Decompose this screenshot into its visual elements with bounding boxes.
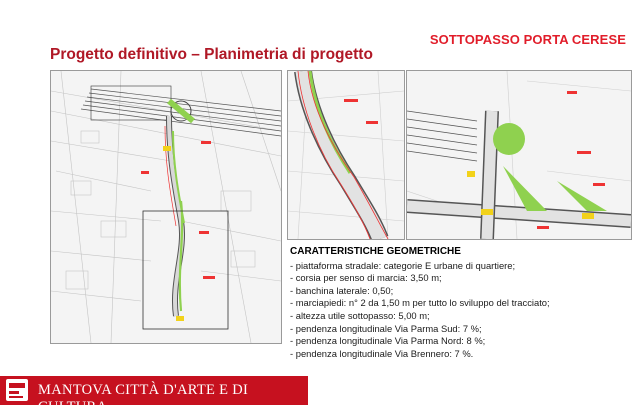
geometric-specs: [290, 246, 630, 360]
footer-banner: [0, 376, 308, 415]
plan-overview-image: [50, 70, 282, 344]
list-item: - pendenza longitudinale Via Parma Nord: 8 %;: [290, 335, 486, 347]
slide-title: Progetto definitivo – Planimetria di progetto: [50, 46, 373, 63]
footer-brand-text: MANTOVA CITTÀ D'ARTE E DI CULTURA: [38, 382, 249, 415]
list-item: - pendenza longitudinale Via Brennero: 7 %.: [290, 347, 474, 359]
list-item: - pendenza longitudinale Via Parma Sud: 7 %;: [290, 322, 482, 334]
list-item: - corsia per senso di marcia: 3,50 m;: [290, 272, 442, 284]
specs-list: [290, 260, 630, 361]
plan-detail-intersection-image: [406, 70, 632, 240]
list-item: - piattaforma stradale: categorie E urbane di quartiere;: [290, 259, 516, 271]
list-item: - marciapiedi: n° 2 da 1,50 m per tutto lo sviluppo del tracciato;: [290, 297, 550, 309]
list-item: - altezza utile sottopasso: 5,00 m;: [290, 309, 430, 321]
list-item: - banchina laterale: 0,50;: [290, 284, 394, 296]
plan-detail-curve-image: [287, 70, 405, 240]
project-label: SOTTOPASSO PORTA CERESE: [429, 32, 626, 47]
city-logo-icon: [6, 379, 28, 401]
specs-heading: CARATTERISTICHE GEOMETRICHE: [290, 246, 461, 257]
